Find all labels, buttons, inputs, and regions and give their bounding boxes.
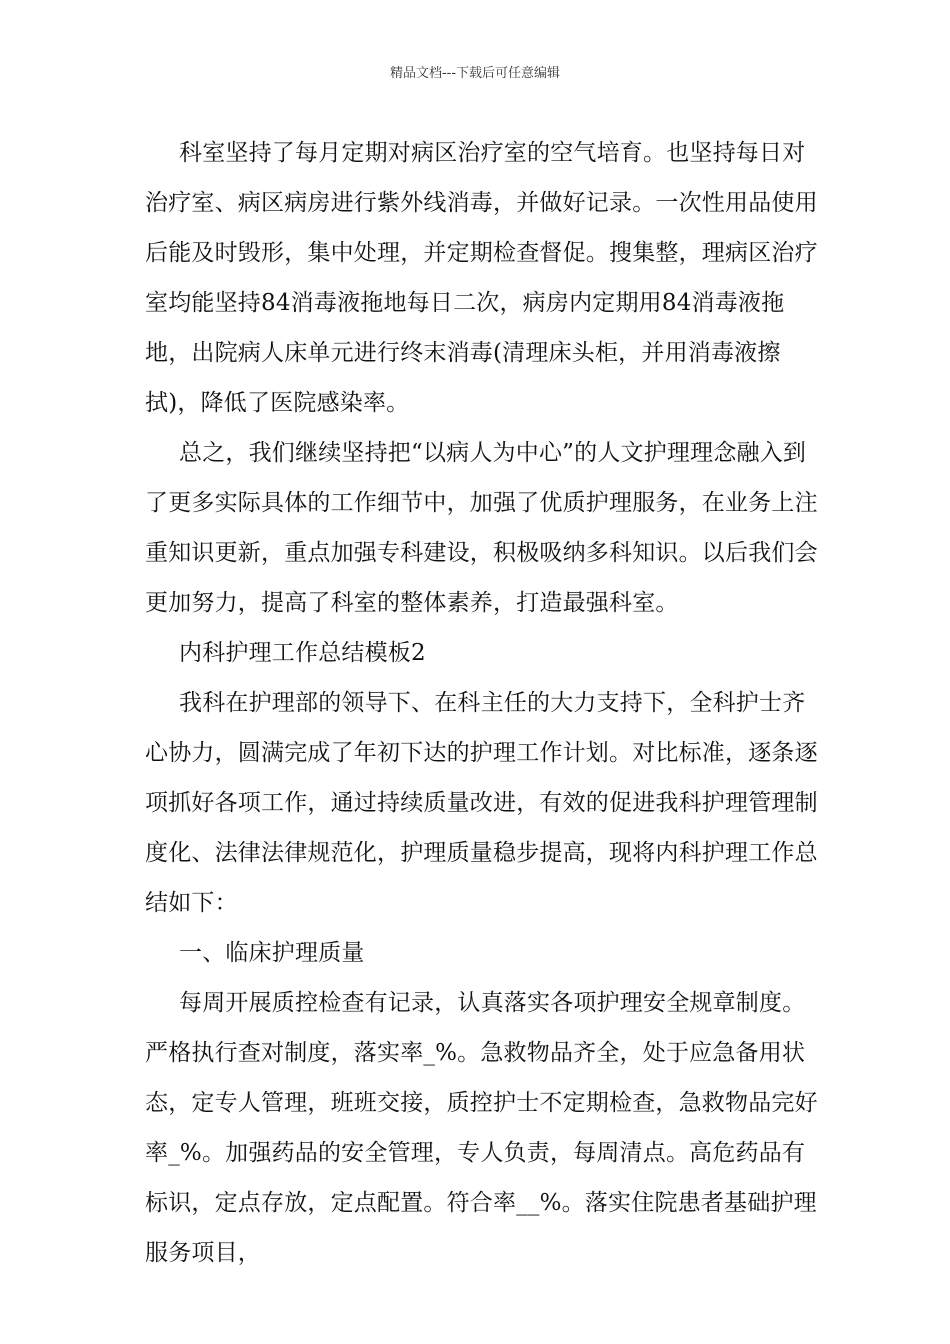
paragraph-quality-control: 每周开展质控检查有记录，认真落实各项护理安全规章制度。严格执行查对制度，落实率_%。急救物品齐全，处于应急备用状态，定专人管理，班班交接，质控护士不定期检查，急救物品完好率_%。加强药品的安全管理，专人负责，每周清点。高危药品有标识，定点存放，定点配置。符合率__%。落实住院患者基础护理服务项目， xyxy=(145,990,818,1266)
paragraph-summary: 总之，我们继续坚持把“以病人为中心”的人文护理理念融入到了更多实际具体的工作细节中，加强了优质护理服务，在业务上注重知识更新，重点加强专科建设，积极吸纳多科知识。以后我们会更加努力，提高了科室的整体素养，打造最强科室。 xyxy=(145,440,818,616)
section-title-template-2: 内科护理工作总结模板2 xyxy=(179,640,426,666)
section-heading-clinical-quality: 一、临床护理质量 xyxy=(179,940,365,966)
page-header: 精品文档---下载后可任意编辑 xyxy=(389,66,561,81)
paragraph-infection-control: 科室坚持了每月定期对病区治疗室的空气培育。也坚持每日对治疗室、病区病房进行紫外线消毒，并做好记录。一次性用品使用后能及时毁形，集中处理，并定期检查督促。搜集整，理病区治疗室均能坚持84消毒液拖地每日二次，病房内定期用84消毒液拖地，出院病人床单元进行终末消毒(清理床头柜，并用消毒液擦拭)，降低了医院感染率。 xyxy=(145,140,818,416)
paragraph-introduction: 我科在护理部的领导下、在科主任的大力支持下，全科护士齐心协力，圆满完成了年初下达的护理工作计划。对比标准，逐条逐项抓好各项工作，通过持续质量改进，有效的促进我科护理管理制度化、法律法律规范化，护理质量稳步提高，现将内科护理工作总结如下： xyxy=(145,690,818,916)
document-body xyxy=(145,128,825,1278)
